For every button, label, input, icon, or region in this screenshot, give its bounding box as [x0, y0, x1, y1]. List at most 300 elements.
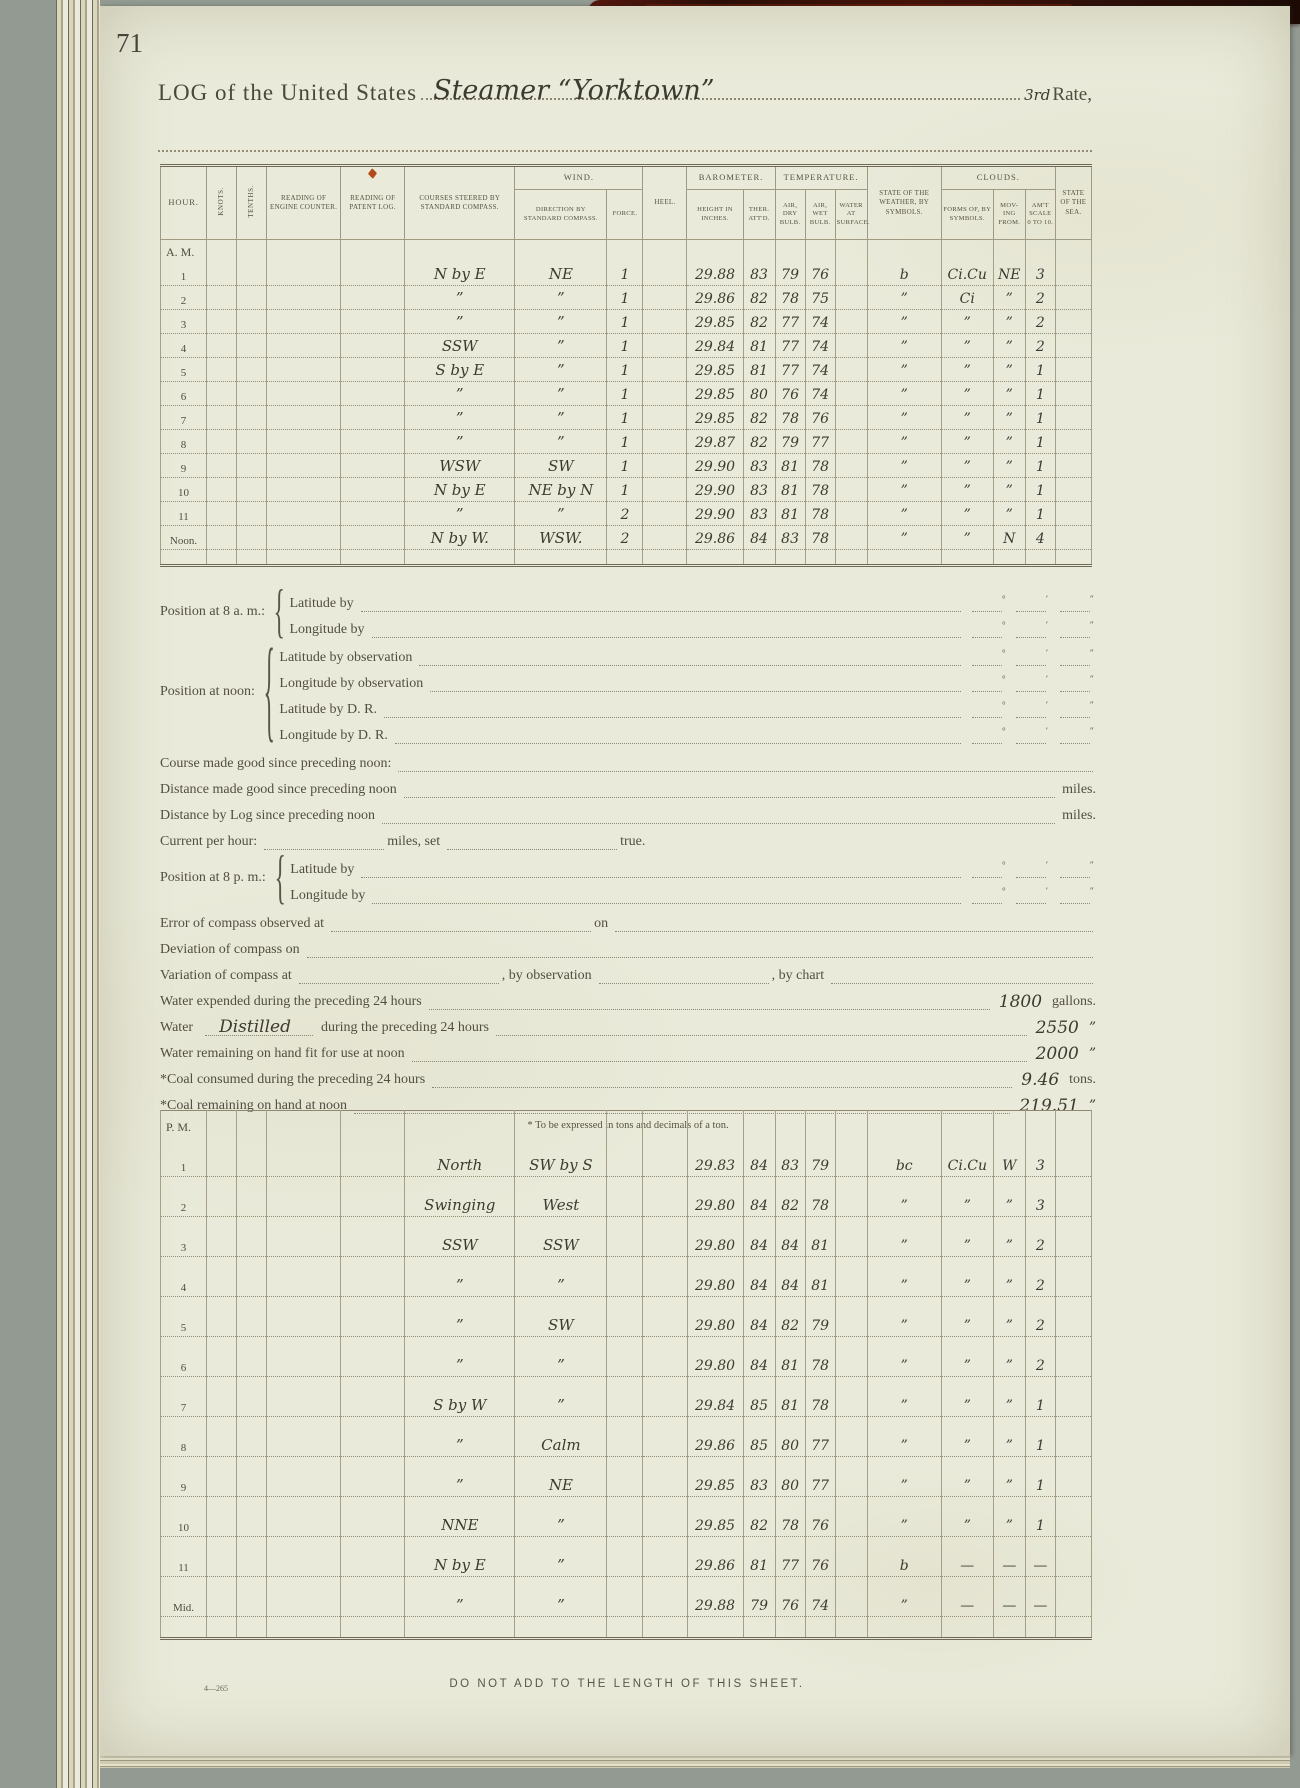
log-cell: [1055, 334, 1091, 358]
log-row: [161, 1577, 1092, 1617]
log-cell: 1: [607, 478, 643, 502]
log-cell: 29.86: [687, 286, 743, 310]
log-cell: 1: [1025, 406, 1055, 430]
log-cell: [835, 1617, 867, 1639]
log-cell: [1055, 1337, 1091, 1377]
log-cell: 78: [775, 1497, 805, 1537]
log-cell: ”: [993, 310, 1025, 334]
log-cell: [607, 1497, 643, 1537]
log-cell: 2: [1025, 334, 1055, 358]
log-cell: 83: [743, 478, 775, 502]
log-cell: ”: [941, 1257, 993, 1297]
log-cell: ”: [867, 454, 941, 478]
log-cell: [267, 310, 341, 334]
log-cell: [1055, 502, 1091, 526]
log-cell: [607, 1417, 643, 1457]
log-cell: [207, 454, 237, 478]
log-cell: Calm: [515, 1417, 607, 1457]
log-cell: [835, 334, 867, 358]
log-cell: [207, 1177, 237, 1217]
hour-cell: 7: [161, 406, 207, 430]
log-cell: 77: [775, 358, 805, 382]
log-cell: 78: [805, 526, 835, 550]
log-cell: ”: [941, 1297, 993, 1337]
log-cell: 3: [1025, 1137, 1055, 1177]
hour-cell: 8: [161, 1417, 207, 1457]
log-cell: [835, 1377, 867, 1417]
longitude-dr-line: Longitude by D. R. ° ′ ″: [279, 726, 1094, 743]
water-expended-value: 1800: [998, 991, 1043, 1012]
log-cell: ”: [941, 1177, 993, 1217]
log-cell: ”: [405, 1297, 515, 1337]
log-cell: 80: [775, 1417, 805, 1457]
log-title: LOG of the United States: [158, 80, 418, 105]
log-cell: [643, 406, 687, 430]
log-cell: [743, 1617, 775, 1639]
log-cell: [267, 1457, 341, 1497]
log-cell: [1055, 454, 1091, 478]
log-cell: [743, 240, 775, 262]
rate-label: Rate,: [1052, 84, 1092, 105]
hour-cell: 1: [161, 1137, 207, 1177]
log-cell: 79: [775, 262, 805, 286]
log-cell: ”: [515, 502, 607, 526]
log-cell: S by E: [405, 358, 515, 382]
log-cell: 78: [775, 286, 805, 310]
page-number: 71: [116, 28, 143, 58]
log-cell: 1: [1025, 502, 1055, 526]
log-cell: 1: [607, 334, 643, 358]
log-cell: ”: [941, 502, 993, 526]
log-cell: [643, 1457, 687, 1497]
log-cell: 1: [1025, 478, 1055, 502]
log-cell: North: [405, 1137, 515, 1177]
log-row: [161, 454, 1092, 478]
log-cell: [207, 502, 237, 526]
log-row: [161, 286, 1092, 310]
log-cell: [341, 310, 405, 334]
log-cell: [207, 478, 237, 502]
log-cell: bc: [867, 1137, 941, 1177]
log-cell: 29.80: [687, 1177, 743, 1217]
log-cell: W: [993, 1137, 1025, 1177]
log-cell: SSW: [405, 1217, 515, 1257]
log-cell: 74: [805, 1577, 835, 1617]
log-cell: [1055, 1617, 1091, 1639]
log-cell: ”: [867, 1337, 941, 1377]
log-cell: 1: [607, 358, 643, 382]
water-expended-line: Water expended during the preceding 24 hours 1800 gallons.: [160, 991, 1096, 1012]
log-cell: [267, 1617, 341, 1639]
log-cell: NE: [515, 1457, 607, 1497]
log-cell: 74: [805, 358, 835, 382]
log-cell: 2: [1025, 310, 1055, 334]
pm-table-body: [161, 1111, 1092, 1639]
log-cell: [207, 1377, 237, 1417]
separator-line: [158, 150, 1092, 152]
log-cell: [237, 310, 267, 334]
log-cell: [643, 1577, 687, 1617]
log-cell: ”: [405, 286, 515, 310]
log-cell: 81: [775, 502, 805, 526]
log-cell: [607, 240, 643, 262]
log-cell: [607, 1537, 643, 1577]
latitude-8am-line: Latitude by ° ′ ″: [289, 594, 1094, 611]
column-header-water-surface: WATER AT SURFACE.: [835, 190, 867, 240]
log-cell: [341, 1111, 405, 1137]
hour-cell: A. M.: [161, 240, 207, 262]
latitude-obs-line: Latitude by observation ° ′ ″: [279, 648, 1094, 665]
log-cell: [1055, 286, 1091, 310]
water-mode-handwritten: Distilled: [205, 1020, 313, 1036]
log-cell: [341, 1137, 405, 1177]
log-cell: [835, 1497, 867, 1537]
log-cell: [1025, 1617, 1055, 1639]
log-cell: ”: [515, 382, 607, 406]
log-cell: 77: [775, 334, 805, 358]
log-cell: [341, 1417, 405, 1457]
log-cell: [237, 1497, 267, 1537]
log-cell: [267, 406, 341, 430]
log-row: [161, 502, 1092, 526]
log-cell: [341, 1337, 405, 1377]
log-cell: [1055, 406, 1091, 430]
log-cell: ”: [993, 286, 1025, 310]
log-cell: ”: [941, 334, 993, 358]
log-cell: [643, 262, 687, 286]
log-cell: b: [867, 262, 941, 286]
log-cell: ”: [941, 478, 993, 502]
log-cell: [237, 1617, 267, 1639]
log-row: [161, 1617, 1092, 1639]
hour-cell: 4: [161, 1257, 207, 1297]
log-cell: [867, 550, 941, 566]
log-cell: [341, 1257, 405, 1297]
log-cell: ”: [867, 478, 941, 502]
log-cell: ”: [405, 382, 515, 406]
group-header-temperature: TEMPERATURE.: [775, 166, 867, 190]
log-cell: [341, 454, 405, 478]
log-cell: 81: [743, 334, 775, 358]
log-cell: [1055, 382, 1091, 406]
water-distilled-value: 2550: [1035, 1017, 1079, 1038]
log-cell: ”: [993, 334, 1025, 358]
log-cell: 79: [805, 1137, 835, 1177]
hour-cell: 6: [161, 382, 207, 406]
log-cell: [341, 550, 405, 566]
log-cell: [607, 1177, 643, 1217]
log-cell: 82: [775, 1297, 805, 1337]
log-cell: [267, 478, 341, 502]
log-cell: 1: [607, 430, 643, 454]
log-cell: ”: [515, 1257, 607, 1297]
hour-cell: 6: [161, 1337, 207, 1377]
log-cell: [207, 526, 237, 550]
hour-cell: 5: [161, 1297, 207, 1337]
log-cell: 82: [743, 406, 775, 430]
log-cell: [207, 1111, 237, 1137]
log-cell: NNE: [405, 1497, 515, 1537]
log-cell: 84: [743, 1337, 775, 1377]
log-cell: 29.85: [687, 382, 743, 406]
log-cell: WSW.: [515, 526, 607, 550]
log-cell: [1055, 550, 1091, 566]
coal-remaining-value: 219.51: [1019, 1095, 1079, 1116]
log-cell: ”: [867, 1377, 941, 1417]
log-cell: [1055, 430, 1091, 454]
coal-consumed-line: *Coal consumed during the preceding 24 hours 9.46 tons.: [160, 1069, 1096, 1090]
log-cell: 29.80: [687, 1297, 743, 1337]
log-cell: ”: [941, 1457, 993, 1497]
log-cell: ”: [867, 1497, 941, 1537]
log-cell: ”: [993, 454, 1025, 478]
log-cell: 29.80: [687, 1217, 743, 1257]
hour-cell: P. M.: [161, 1111, 207, 1137]
hour-cell: 1: [161, 262, 207, 286]
log-cell: [207, 1257, 237, 1297]
log-cell: 1: [1025, 1457, 1055, 1497]
log-cell: [835, 1217, 867, 1257]
log-cell: 29.90: [687, 454, 743, 478]
log-cell: SW: [515, 454, 607, 478]
log-cell: ”: [993, 1337, 1025, 1377]
current-per-hour-line: Current per hour: miles, set true.: [160, 834, 646, 849]
log-cell: 83: [743, 454, 775, 478]
log-cell: [237, 430, 267, 454]
log-cell: [237, 262, 267, 286]
log-cell: 81: [743, 358, 775, 382]
log-row: [161, 406, 1092, 430]
log-cell: 1: [1025, 1417, 1055, 1457]
log-cell: [1055, 1377, 1091, 1417]
log-cell: [341, 1177, 405, 1217]
log-row: [161, 1537, 1092, 1577]
column-header-sea: STATE OF THE SEA.: [1055, 166, 1091, 240]
column-header-hour: HOUR.: [161, 166, 207, 240]
column-header-bar-ther: THER. ATT'D.: [743, 190, 775, 240]
log-cell: ”: [515, 286, 607, 310]
column-header-cloud-amount: AM'T SCALE 0 TO 10.: [1025, 190, 1055, 240]
log-cell: [643, 310, 687, 334]
log-cell: [341, 382, 405, 406]
log-cell: [341, 406, 405, 430]
log-cell: 29.84: [687, 1377, 743, 1417]
log-cell: [267, 1577, 341, 1617]
log-cell: [835, 1111, 867, 1137]
water-remaining-line: Water remaining on hand fit for use at noon 2000 ”: [160, 1043, 1096, 1064]
log-cell: 78: [805, 502, 835, 526]
logbook-page: [100, 6, 1290, 1756]
log-cell: [643, 1537, 687, 1577]
noon-summary-section: [160, 577, 1096, 1131]
hour-cell: Mid.: [161, 1577, 207, 1617]
log-cell: ”: [993, 406, 1025, 430]
log-cell: [267, 526, 341, 550]
log-cell: [515, 550, 607, 566]
log-cell: SW by S: [515, 1137, 607, 1177]
log-cell: ”: [515, 310, 607, 334]
log-cell: 77: [775, 310, 805, 334]
log-cell: [341, 1217, 405, 1257]
log-cell: [775, 240, 805, 262]
log-cell: [867, 240, 941, 262]
log-cell: 29.85: [687, 358, 743, 382]
log-cell: 29.85: [687, 1497, 743, 1537]
latitude-by-label: Latitude by: [289, 596, 354, 611]
log-cell: [237, 502, 267, 526]
tons-footnote: * To be expressed in tons and decimals of a ton.: [527, 1120, 729, 1131]
log-cell: 84: [775, 1257, 805, 1297]
log-cell: 79: [805, 1297, 835, 1337]
log-cell: [207, 1417, 237, 1457]
column-header-patent-log: READING OF PATENT LOG.: [341, 166, 405, 240]
log-cell: 29.80: [687, 1337, 743, 1377]
log-cell: [207, 550, 237, 566]
log-cell: West: [515, 1177, 607, 1217]
log-cell: ”: [993, 430, 1025, 454]
log-cell: [237, 1257, 267, 1297]
log-cell: ”: [941, 526, 993, 550]
log-cell: [207, 406, 237, 430]
log-cell: ”: [867, 1217, 941, 1257]
position-8pm-label: Position at 8 p. m.:: [160, 870, 266, 885]
log-cell: [775, 1111, 805, 1137]
log-cell: N by E: [405, 1537, 515, 1577]
group-header-wind: WIND.: [515, 166, 643, 190]
log-cell: [405, 1617, 515, 1639]
log-cell: [341, 526, 405, 550]
log-cell: 76: [805, 262, 835, 286]
column-header-cloud-forms: FORMS OF, BY SYMBOLS.: [941, 190, 993, 240]
log-cell: [515, 1617, 607, 1639]
log-cell: [237, 406, 267, 430]
log-cell: [867, 1617, 941, 1639]
log-cell: —: [993, 1537, 1025, 1577]
log-cell: [207, 262, 237, 286]
log-cell: 1: [1025, 1497, 1055, 1537]
log-cell: [835, 1417, 867, 1457]
log-cell: ”: [941, 406, 993, 430]
log-cell: [607, 1577, 643, 1617]
log-cell: [835, 286, 867, 310]
log-cell: [1055, 262, 1091, 286]
column-header-air-wet: AIR, WET BULB.: [805, 190, 835, 240]
log-cell: [207, 334, 237, 358]
log-cell: [341, 478, 405, 502]
log-cell: [835, 550, 867, 566]
log-cell: 84: [743, 1257, 775, 1297]
error-compass-line: Error of compass observed at on: [160, 906, 1096, 932]
log-cell: [267, 454, 341, 478]
log-row: [161, 1377, 1092, 1417]
log-cell: ”: [993, 1177, 1025, 1217]
log-cell: [515, 1111, 607, 1137]
log-cell: [1055, 310, 1091, 334]
log-cell: [237, 1137, 267, 1177]
log-cell: 1: [607, 286, 643, 310]
position-noon-label: Position at noon:: [160, 684, 255, 699]
log-cell: 76: [805, 1497, 835, 1537]
log-cell: 79: [743, 1577, 775, 1617]
am-log-table: [160, 164, 1092, 567]
log-cell: [1025, 550, 1055, 566]
brace: {: [274, 843, 286, 911]
column-header-heel: HEEL.: [643, 166, 687, 240]
log-cell: 77: [805, 430, 835, 454]
log-cell: [267, 1177, 341, 1217]
hour-cell: Noon.: [161, 526, 207, 550]
rate-handwritten: 3rd: [1024, 86, 1051, 104]
log-cell: [1025, 240, 1055, 262]
log-cell: [341, 1377, 405, 1417]
log-cell: [267, 382, 341, 406]
log-cell: [643, 358, 687, 382]
hour-cell: 3: [161, 1217, 207, 1257]
log-cell: ”: [867, 1417, 941, 1457]
log-cell: [835, 262, 867, 286]
log-cell: 1: [607, 382, 643, 406]
log-cell: 82: [743, 430, 775, 454]
log-cell: 1: [607, 454, 643, 478]
log-cell: [267, 1337, 341, 1377]
log-cell: ”: [867, 1177, 941, 1217]
log-cell: [237, 1417, 267, 1457]
log-cell: [941, 550, 993, 566]
log-cell: [607, 1111, 643, 1137]
log-cell: [341, 502, 405, 526]
log-row: [161, 1297, 1092, 1337]
log-cell: [341, 1497, 405, 1537]
log-cell: [341, 1457, 405, 1497]
page-stack-left-edge: [56, 0, 100, 1788]
log-cell: [341, 430, 405, 454]
log-cell: [207, 430, 237, 454]
pm-log-table: [160, 1110, 1092, 1640]
log-cell: N by E: [405, 262, 515, 286]
log-cell: [237, 550, 267, 566]
log-cell: 78: [775, 406, 805, 430]
log-cell: [405, 240, 515, 262]
group-header-clouds: CLOUDS.: [941, 166, 1055, 190]
log-cell: ”: [993, 1457, 1025, 1497]
log-cell: [805, 1111, 835, 1137]
log-cell: [643, 334, 687, 358]
log-cell: [237, 1377, 267, 1417]
log-cell: 29.84: [687, 334, 743, 358]
log-cell: [1055, 1497, 1091, 1537]
log-cell: [207, 1617, 237, 1639]
log-cell: [237, 382, 267, 406]
log-cell: 1: [1025, 1377, 1055, 1417]
log-cell: [835, 406, 867, 430]
log-cell: [941, 1617, 993, 1639]
log-cell: ”: [993, 382, 1025, 406]
log-cell: —: [941, 1577, 993, 1617]
log-cell: NE: [993, 262, 1025, 286]
log-cell: ”: [941, 358, 993, 382]
log-cell: [1055, 358, 1091, 382]
log-cell: 2: [607, 526, 643, 550]
log-cell: [835, 1297, 867, 1337]
log-row: [161, 1137, 1092, 1177]
log-cell: 74: [805, 334, 835, 358]
log-cell: [267, 262, 341, 286]
log-cell: ”: [405, 1577, 515, 1617]
log-cell: ”: [515, 1537, 607, 1577]
log-cell: [835, 1457, 867, 1497]
log-cell: N by W.: [405, 526, 515, 550]
log-cell: 76: [805, 406, 835, 430]
